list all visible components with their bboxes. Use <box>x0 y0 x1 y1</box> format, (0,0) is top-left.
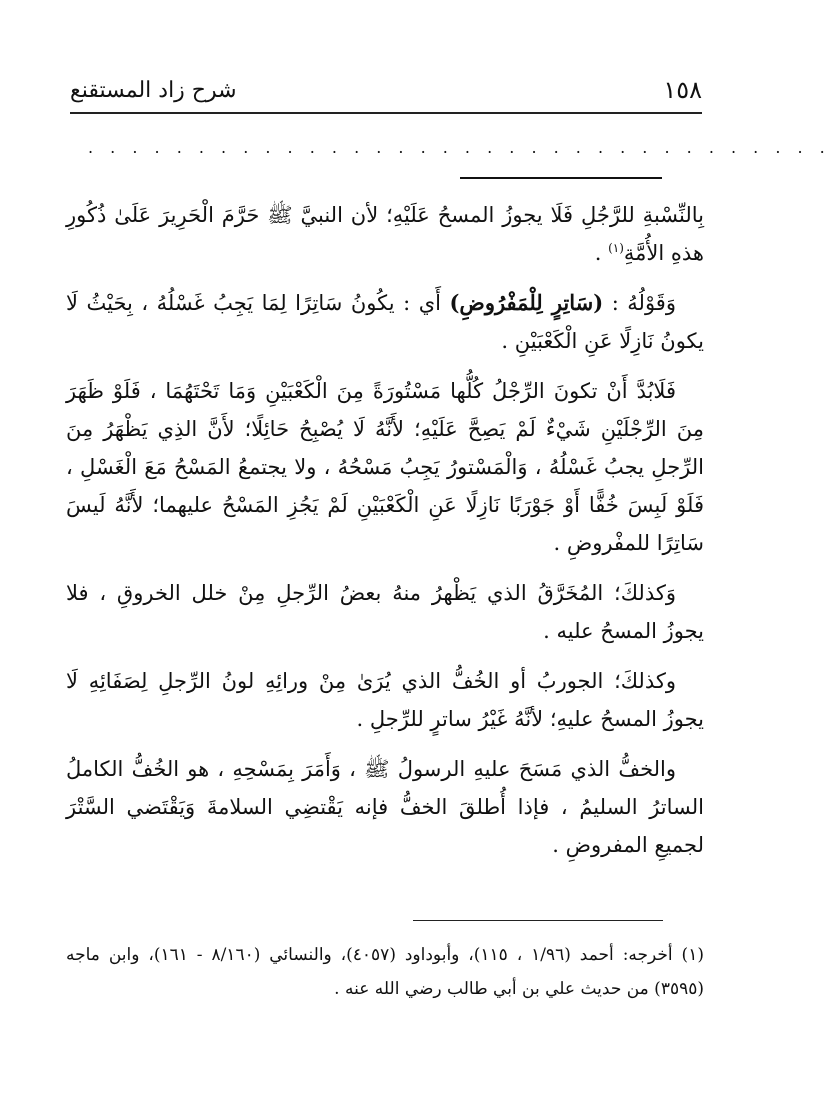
paragraph-5: وكذلكَ؛ الجوربُ أو الخُفُّ الذي يُرَىٰ مِنْ ورائِهِ لونُ الرِّجلِ لِصَفَائِهِ لَا يجوزُ المسحُ عليهِ؛ لأنَّهُ غَيْرُ ساترٍ للرِّجلِ . <box>66 669 704 731</box>
paragraph-2 <box>66 284 704 360</box>
footnote: (١) أخرجه: أحمد (١/٩٦ ، ١١٥)، وأبوداود (٤٠٥٧)، والنسائي (٨/١٦٠ - ١٦١)، وابن ماجه (٣٥٩٥) من حديث علي بن أبي طالب رضي الله عنه . <box>66 945 704 999</box>
book-title: شرح زاد المستقنع <box>70 78 237 103</box>
page-number: ١٥٨ <box>663 76 702 104</box>
paragraph-1-end: . <box>594 241 609 265</box>
paragraph-1 <box>66 196 704 272</box>
paragraph-4: وَكذلكَ؛ المُخَرَّقُ الذي يَظْهرُ منهُ بعضُ الرِّجلِ مِنْ خلل الخروقِ ، فلا يجوزُ المسحُ عليه . <box>66 581 704 643</box>
paragraph-1-text: بِالنِّسْبةِ للرَّجُلِ فَلَا يجوزُ المسحُ عَلَيْهِ؛ لأن النبيَّ ﷺ حَرَّمَ الْحَرِيرَ عَلَىٰ ذُكُورِ هذهِ الأُمَّةِ <box>66 203 704 265</box>
paragraph-6: والخفُّ الذي مَسَحَ عليهِ الرسولُ ﷺ ، وَأَمَرَ بِمَسْحِهِ ، هو الخُفُّ الكاملُ الساترُ السليمُ ، فإذا أُطلقَ الخفُّ فإنه يَقْتضِي السلامةَ وَيَقْتَضي السَّتْرَ لجميعِ المفروضِ . <box>66 757 704 857</box>
main-text <box>66 196 704 876</box>
header-rule <box>70 112 702 114</box>
section-rule <box>460 177 662 179</box>
matn-quote: (سَاتِرٍ لِلْمَفْرُوضِ) <box>449 290 604 315</box>
footnote-rule <box>413 920 663 921</box>
dotted-separator: . . . . . . . . . . . . . . . . . . . . . . . . . . . . . . . . . . <box>88 138 831 157</box>
page-header <box>70 52 702 108</box>
paragraph-2-rest: أَي : يكُونُ سَاتِرًا لِمَا يَجِبُ غَسْلُهُ ، بِحَيْثُ لَا يكونُ نَازِلًا عَنِ الْكَعْبَيْنِ . <box>66 291 704 353</box>
paragraph-2-lead: وَقَوْلُهُ : <box>603 291 676 315</box>
paragraph-3: فَلَابُدَّ أَنْ تكونَ الرِّجْلُ كُلُّها مَسْتُورَةً مِنَ الْكَعْبَيْنِ وَمَا تَحْتَهُمَا ، فَلَوْ ظَهَرَ مِنَ الرِّجْلَيْنِ شَيْءٌ لَمْ يَصِحَّ عَلَيْهِ؛ لأَنَّهُ لَا يُصْبِحُ حَائِلًا؛ لأَنَّ الذِي يَظْهَرُ مِنَ الرِّجلِ يجبُ غَسْلُهُ ، وَالْمَسْتورُ يَجِبُ مَسْحُهُ ، ولا يجتمعُ المَسْحُ مَعَ الْغَسْلِ ، فَلَوْ لَبِسَ خُفًّا أَوْ جَوْرَبًا نَازِلًا عَنِ الْكَعْبَيْنِ لَمْ يَجُزِ المَسْحُ عليهما؛ لأَنَّهُ لَيسَ سَاتِرًا للمفْروضِ . <box>66 379 704 555</box>
footnote-ref[interactable]: (١) <box>608 241 624 255</box>
